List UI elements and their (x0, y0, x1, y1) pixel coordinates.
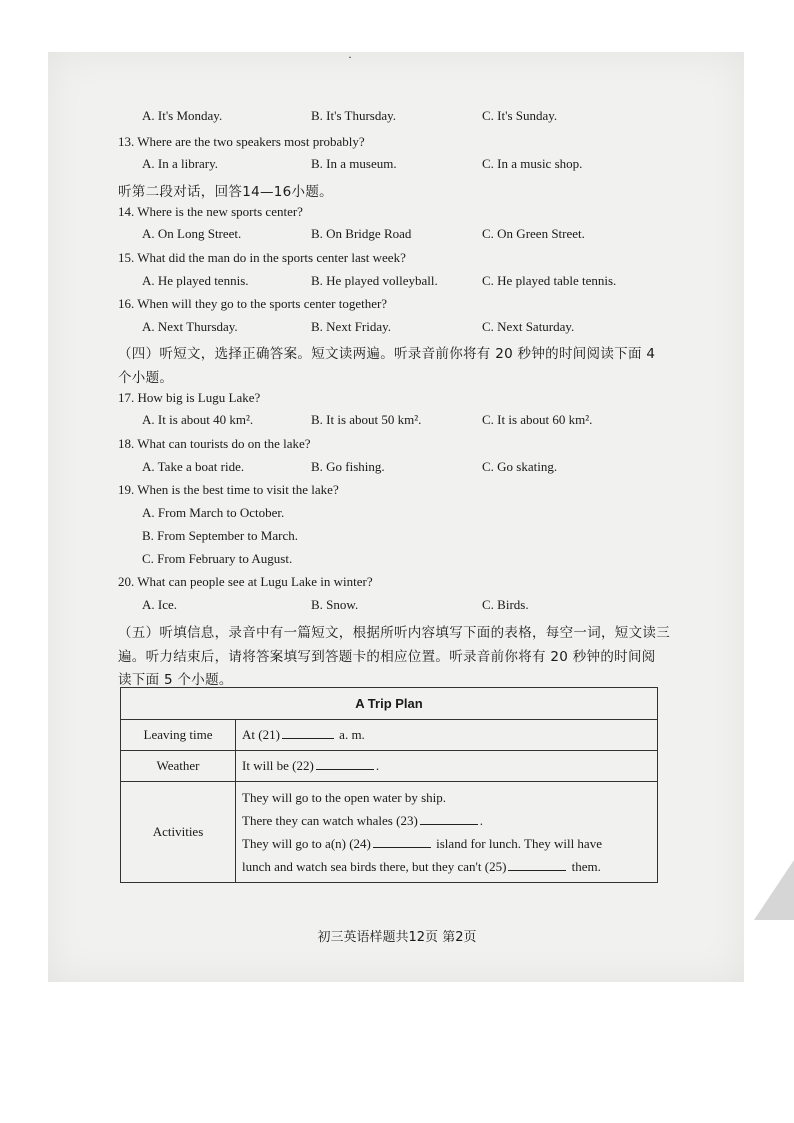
blank-21-suffix: a. m. (339, 727, 365, 742)
section4-instruction-line1: （四）听短文，选择正确答案。短文读两遍。听录音前你将有 20 秒钟的时间阅读下面 4 (118, 346, 656, 362)
trip-plan-title: A Trip Plan (121, 688, 658, 720)
activity-line-1: They will go to the open water by ship. (242, 790, 446, 805)
q20-option-b: B. Snow. (311, 597, 359, 612)
q19-question: 19. When is the best time to visit the lake? (118, 482, 339, 497)
q13-question: 13. Where are the two speakers most probably? (118, 134, 365, 149)
q12-option-c: C. It's Sunday. (482, 108, 558, 123)
blank-21-prefix: At (21) (242, 727, 280, 742)
blank-25-suffix: them. (571, 859, 601, 874)
blank-24-suffix: island for lunch. They will have (436, 836, 602, 851)
section-dialog2-heading: 听第二段对话，回答14—16小题。 (118, 184, 333, 200)
activity-line-2 (242, 809, 657, 832)
q19-option-c: C. From February to August. (142, 551, 293, 566)
leaving-time-label: Leaving time (121, 720, 236, 751)
activity-line-4 (242, 855, 657, 878)
blank-23-suffix: . (479, 813, 484, 828)
q13-option-a: A. In a library. (142, 156, 219, 171)
q18-question: 18. What can tourists do on the lake? (118, 436, 311, 451)
blank-25-prefix: lunch and watch sea birds there, but they can't (25) (242, 859, 507, 874)
activities-value (236, 782, 658, 883)
leaving-time-value (236, 720, 658, 751)
q16-option-b: B. Next Friday. (311, 319, 392, 334)
blank-23-prefix: There they can watch whales (23) (242, 813, 418, 828)
q20-option-c: C. Birds. (482, 597, 529, 612)
q17-option-c: C. It is about 60 km². (482, 412, 593, 427)
q12-option-b: B. It's Thursday. (311, 108, 397, 123)
table-row-weather (121, 751, 658, 782)
blank-21[interactable] (282, 727, 334, 739)
q14-option-c: C. On Green Street. (482, 226, 585, 241)
q13-option-b: B. In a museum. (311, 156, 397, 171)
q12-option-a: A. It's Monday. (142, 108, 223, 123)
trip-plan-table (120, 687, 658, 883)
section4-instruction-line2: 个小题。 (118, 370, 174, 386)
section5-instruction-line1: （五）听填信息，录音中有一篇短文，根据所听内容填写下面的表格，每空一词，短文读三 (118, 625, 670, 641)
q17-option-a: A. It is about 40 km². (142, 412, 254, 427)
q20-option-a: A. Ice. (142, 597, 178, 612)
blank-22[interactable] (316, 758, 374, 770)
q13-option-c: C. In a music shop. (482, 156, 583, 171)
page-fold-shadow (754, 860, 794, 920)
top-mark: · (348, 50, 352, 64)
blank-24[interactable] (373, 836, 431, 848)
q15-option-c: C. He played table tennis. (482, 273, 617, 288)
q18-option-a: A. Take a boat ride. (142, 459, 245, 474)
q14-option-a: A. On Long Street. (142, 226, 242, 241)
blank-24-prefix: They will go to a(n) (24) (242, 836, 371, 851)
activity-line-3 (242, 832, 657, 855)
q19-option-b: B. From September to March. (142, 528, 298, 543)
blank-22-suffix: . (375, 758, 380, 773)
blank-23[interactable] (420, 813, 478, 825)
weather-value (236, 751, 658, 782)
q15-option-a: A. He played tennis. (142, 273, 249, 288)
section5-instruction-line3: 读下面 5 个小题。 (118, 672, 233, 688)
q16-option-a: A. Next Thursday. (142, 319, 238, 334)
q15-question: 15. What did the man do in the sports center last week? (118, 250, 406, 265)
table-row-leaving (121, 720, 658, 751)
q18-option-b: B. Go fishing. (311, 459, 385, 474)
activities-label: Activities (121, 782, 236, 883)
q16-option-c: C. Next Saturday. (482, 319, 575, 334)
table-row-activities (121, 782, 658, 883)
blank-22-prefix: It will be (22) (242, 758, 314, 773)
weather-label: Weather (121, 751, 236, 782)
q14-question: 14. Where is the new sports center? (118, 204, 303, 219)
q19-option-a: A. From March to October. (142, 505, 285, 520)
q14-option-b: B. On Bridge Road (311, 226, 412, 241)
page-footer: 初三英语样题共12页 第2页 (317, 930, 477, 945)
q15-option-b: B. He played volleyball. (311, 273, 438, 288)
q18-option-c: C. Go skating. (482, 459, 558, 474)
blank-25[interactable] (508, 859, 566, 871)
q17-question: 17. How big is Lugu Lake? (118, 390, 261, 405)
section5-instruction-line2: 遍。听力结束后，请将答案填写到答题卡的相应位置。听录音前你将有 20 秒钟的时间阅 (118, 649, 656, 665)
q16-question: 16. When will they go to the sports center together? (118, 296, 388, 311)
q20-question: 20. What can people see at Lugu Lake in winter? (118, 574, 373, 589)
q17-option-b: B. It is about 50 km². (311, 412, 422, 427)
